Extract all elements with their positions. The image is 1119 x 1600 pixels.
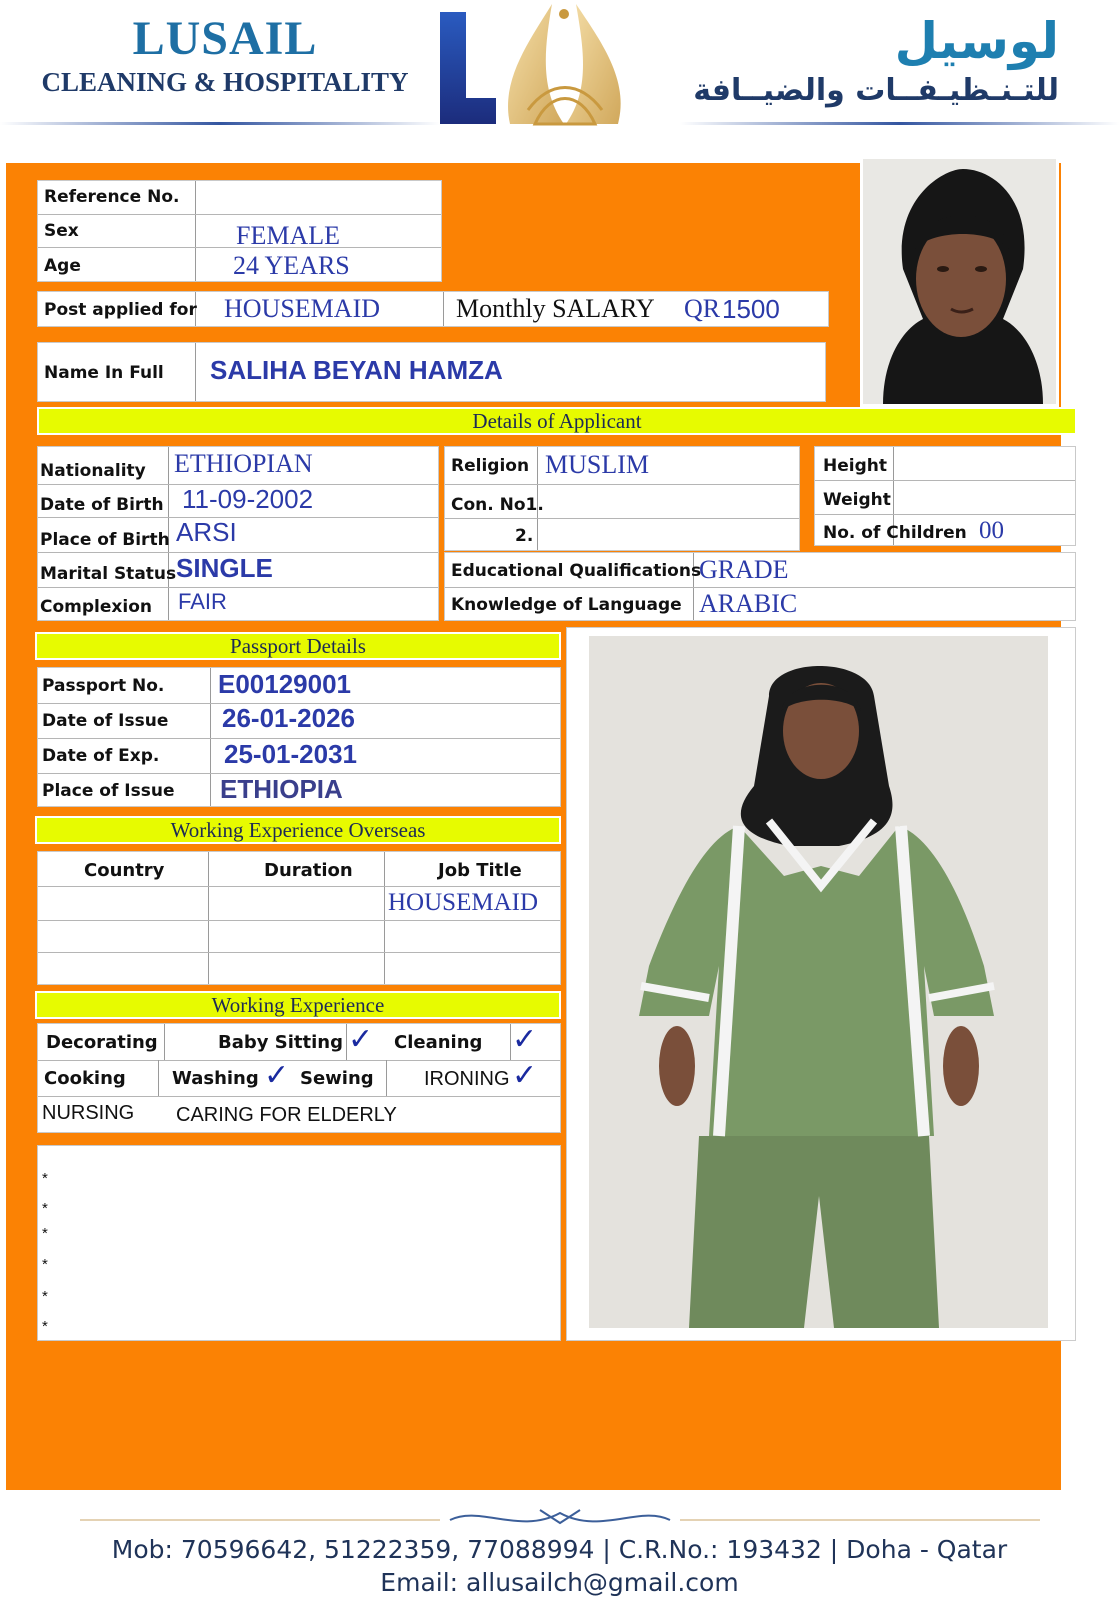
header-divider-left — [0, 122, 440, 125]
religion-label: Religion — [451, 456, 530, 476]
footer-ornament — [0, 1505, 1119, 1535]
contact-2-label: 2. — [515, 526, 534, 546]
nationality-value: ETHIOPIAN — [174, 449, 313, 478]
place-of-birth-label: Place of Birth — [40, 530, 170, 550]
note-bullet: * — [42, 1225, 48, 1242]
issue-place-label: Place of Issue — [42, 781, 175, 801]
skill-cooking: Cooking — [44, 1068, 126, 1089]
washing-check-icon: ✓ — [264, 1058, 290, 1093]
full-name-row — [37, 342, 826, 402]
company-name: LUSAIL — [132, 12, 318, 65]
basic-info-table — [37, 180, 442, 282]
company-logo-english — [40, 12, 410, 98]
skill-ironing: IRONING — [424, 1068, 510, 1090]
details-left-table — [37, 446, 439, 621]
company-subtitle-arabic: للتـنـظيـفــات والضيــافة — [693, 73, 1059, 108]
header-divider-right — [680, 122, 1119, 125]
expiry-date-value: 25-01-2031 — [224, 739, 357, 769]
passport-no-value: E00129001 — [218, 669, 352, 699]
salary-currency: QR — [684, 294, 721, 323]
reference-label: Reference No. — [44, 187, 180, 207]
passport-no-label: Passport No. — [42, 676, 165, 696]
sex-label: Sex — [44, 221, 79, 241]
footer-email: Email: allusailch@gmail.com — [380, 1568, 739, 1597]
height-label: Height — [823, 456, 887, 476]
footer-contact: Mob: 70596642, 51222359, 77088994 | C.R.No.: 193432 | Doha - Qatar — [111, 1535, 1008, 1564]
company-subtitle: CLEANING & HOSPITALITY — [41, 67, 409, 97]
details-section-title: Details of Applicant — [37, 407, 1077, 435]
passport-table — [37, 667, 561, 807]
overseas-section-title: Working Experience Overseas — [35, 816, 561, 844]
religion-value: MUSLIM — [545, 450, 650, 479]
experience-section-title: Working Experience — [35, 991, 561, 1019]
post-label: Post applied for — [44, 300, 197, 320]
skill-caring-elderly: CARING FOR ELDERLY — [176, 1104, 397, 1126]
physical-info-table — [814, 446, 1076, 546]
children-label: No. of Children — [823, 523, 967, 543]
portrait-photo — [860, 156, 1059, 407]
overseas-header-duration: Duration — [264, 860, 353, 881]
ironing-check-icon: ✓ — [512, 1058, 538, 1093]
cleaning-check-icon: ✓ — [512, 1022, 538, 1057]
education-value: GRADE — [699, 555, 789, 584]
company-logo-arabic — [679, 10, 1059, 110]
marital-status-value: SINGLE — [176, 553, 273, 583]
weight-label: Weight — [823, 490, 891, 510]
post-row — [37, 291, 829, 327]
dob-label: Date of Birth — [40, 495, 164, 515]
issue-date-label: Date of Issue — [42, 711, 169, 731]
issue-date-value: 26-01-2026 — [222, 703, 355, 733]
contact-1-label: Con. No1. — [451, 495, 544, 515]
notes-box — [37, 1145, 561, 1341]
note-bullet: * — [42, 1200, 48, 1217]
skill-baby-sitting: Baby Sitting — [218, 1032, 343, 1053]
skill-decorating: Decorating — [46, 1032, 158, 1053]
religion-contact-table — [444, 446, 800, 551]
skill-cleaning: Cleaning — [394, 1032, 483, 1053]
language-label: Knowledge of Language — [451, 595, 682, 615]
note-bullet: * — [42, 1256, 48, 1273]
passport-section-title: Passport Details — [35, 632, 561, 660]
overseas-header-country: Country — [84, 860, 165, 881]
name-label: Name In Full — [44, 363, 164, 383]
note-bullet: * — [42, 1318, 48, 1335]
skill-nursing: NURSING — [42, 1102, 135, 1124]
overseas-table — [37, 851, 561, 985]
complexion-label: Complexion — [40, 597, 152, 617]
skill-sewing: Sewing — [300, 1068, 374, 1089]
dob-value: 11-09-2002 — [182, 484, 314, 514]
place-of-birth-value: ARSI — [176, 517, 237, 547]
age-value: 24 YEARS — [233, 251, 350, 280]
company-emblem — [440, 0, 680, 128]
post-value: HOUSEMAID — [224, 294, 380, 323]
education-language-table — [444, 552, 1076, 621]
experience-table — [37, 1023, 561, 1133]
overseas-job-title-value: HOUSEMAID — [388, 889, 538, 916]
complexion-value: FAIR — [178, 589, 227, 614]
age-label: Age — [44, 256, 81, 276]
note-bullet: * — [42, 1170, 48, 1187]
salary-label: Monthly SALARY — [456, 294, 655, 323]
name-value: SALIHA BEYAN HAMZA — [210, 355, 503, 385]
children-value: 00 — [975, 517, 1004, 545]
note-bullet: * — [42, 1288, 48, 1305]
expiry-date-label: Date of Exp. — [42, 746, 160, 766]
full-body-photo — [589, 636, 1048, 1328]
nationality-label: Nationality — [40, 461, 146, 481]
sex-value: FEMALE — [236, 221, 340, 250]
overseas-header-job-title: Job Title — [438, 860, 522, 881]
language-value: ARABIC — [699, 589, 798, 618]
skill-washing: Washing — [172, 1068, 259, 1089]
company-name-arabic: لوسيل — [894, 12, 1059, 70]
baby-sitting-check-icon: ✓ — [348, 1022, 374, 1057]
salary-value: 1500 — [722, 294, 780, 324]
issue-place-value: ETHIOPIA — [220, 774, 343, 804]
education-label: Educational Qualifications — [451, 561, 702, 581]
marital-status-label: Marital Status — [40, 564, 177, 584]
